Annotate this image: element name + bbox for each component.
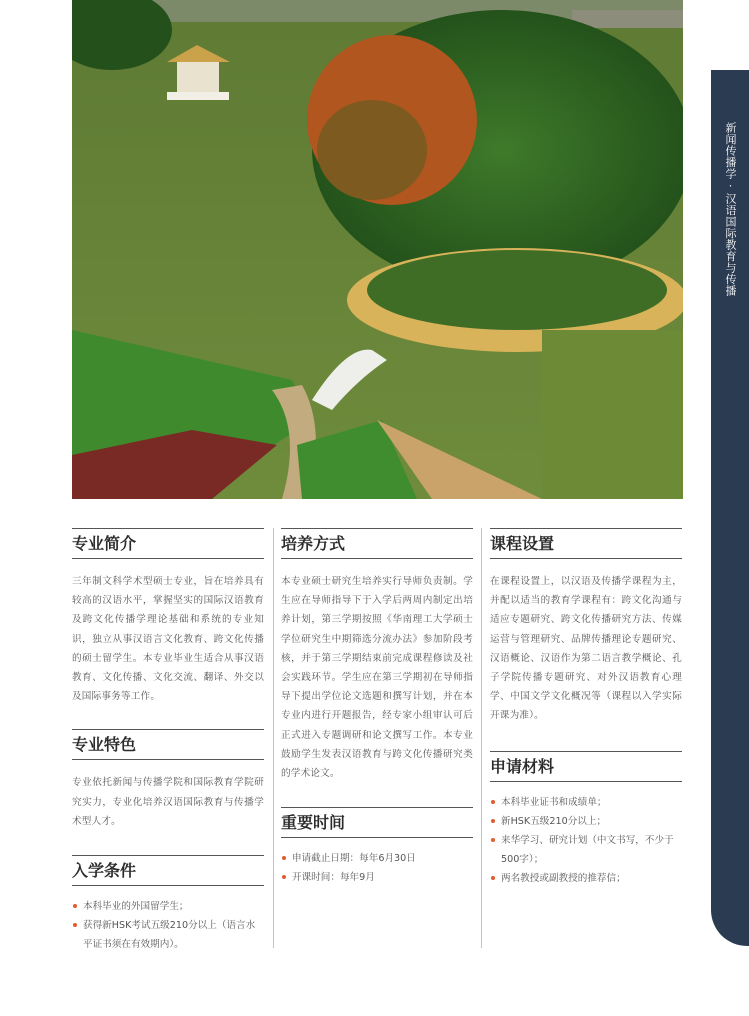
list-item: 两名教授或副教授的推荐信； [490,869,682,888]
section-side-tab [711,70,749,946]
column-divider [481,528,482,948]
side-tab-label: 新闻传播学·汉语国际教育与传播 [724,122,737,297]
section-dates [281,807,473,887]
section-intro [72,528,264,706]
column-left [72,528,264,954]
campus-lake-photo [72,0,683,499]
list-item: 本科毕业证书和成绩单； [490,793,682,812]
list-item: 新HSK五级210分以上； [490,812,682,831]
list-item: 申请截止日期：每年6月30日 [281,849,473,868]
section-body: 在课程设置上，以汉语及传播学课程为主，并配以适当的教育学课程有：跨文化沟通与适应专题研究、跨文化传播研究方法、传媒运营与管理研究、品牌传播理论专题研究、汉语概论、汉语作为第二语言教学概论、孔子学院传播专题研究、对外汉语教育心理学、中国文学文化概况等（课程以入学实际开课为准）。 [490,576,682,722]
bullet-list [72,897,264,954]
section-title: 入学条件 [72,855,264,886]
list-item: 来华学习、研究计划（中文书写，不少于500字）； [490,831,682,869]
column-right [490,528,682,888]
section-body: 专业依托新闻与传播学院和国际教育学院研究实力，专业化培养汉语国际教育与传播学术型人才。 [72,777,264,827]
list-item: 本科毕业的外国留学生； [72,897,264,916]
section-materials [490,751,682,888]
list-item: 开课时间：每年9月 [281,868,473,887]
section-body: 本专业硕士研究生培养实行导师负责制。学生应在导师指导下于入学后两周内制定出培养计划，第三学期按照《华南理工大学硕士学位研究生中期筛选分流办法》参加阶段考核，并于第三学期结束前完成课程修读及社会实践环节。学生应在第三学期初在导师指导下提出学位论文选题和撰写计划，并在本专业内进行开题报告，经专家小组审认可后正式进入专题调研和论文撰写工作。本专业鼓励学生发表汉语教育与跨文化传播研究类的学术论文。 [281,576,473,780]
section-title: 专业特色 [72,729,264,760]
section-admission [72,855,264,954]
section-training [281,528,473,783]
section-title: 培养方式 [281,528,473,559]
section-title: 申请材料 [490,751,682,782]
section-features [72,729,264,831]
section-title: 重要时间 [281,807,473,838]
section-title: 课程设置 [490,528,682,559]
section-body: 三年制文科学术型硕士专业，旨在培养具有较高的汉语水平，掌握坚实的国际汉语教育及跨文化传播学理论基础和系统的专业知识，独立从事汉语言文化教育、跨文化传播的硕士留学生。本专业毕业生适合从事汉语教育、文化传播、文化交流、翻译、外交以及国际事务等工作。 [72,576,264,703]
bullet-list [490,793,682,888]
section-title: 专业简介 [72,528,264,559]
bullet-list [281,849,473,887]
column-divider [273,528,274,948]
column-middle [281,528,473,887]
list-item: 获得新HSK考试五级210分以上（语言水平证书须在有效期内）。 [72,916,264,954]
section-courses [490,528,682,726]
